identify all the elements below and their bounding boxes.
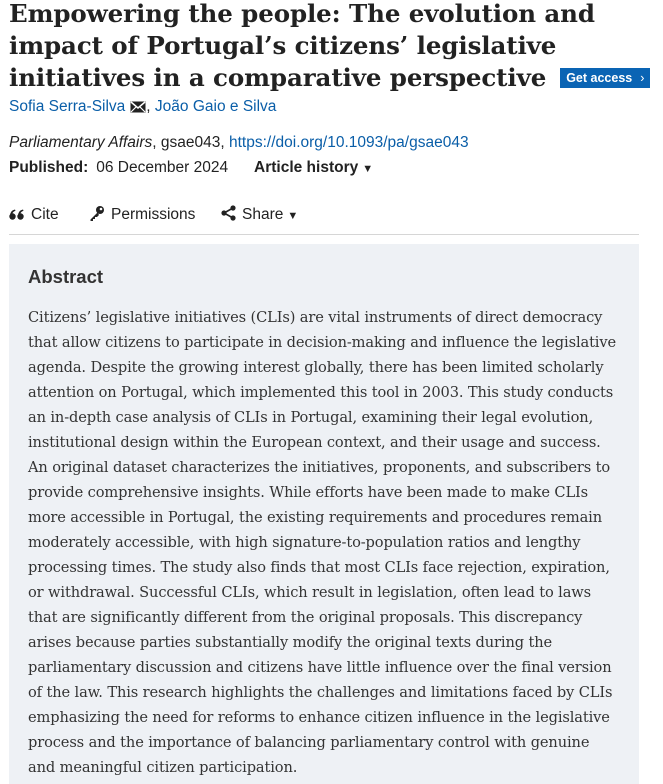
author-list — [9, 97, 276, 119]
abstract-section — [9, 244, 639, 784]
citation-line — [9, 133, 469, 153]
article-history-label: Article history — [254, 159, 359, 176]
get-access-button[interactable] — [560, 68, 650, 88]
get-access-label: Get access — [566, 71, 633, 85]
author-link-gaio-e-silva[interactable]: João Gaio e Silva — [154, 98, 277, 115]
divider — [9, 234, 639, 235]
quote-icon — [9, 209, 25, 221]
cite-button[interactable] — [9, 205, 59, 225]
author-link-serra-silva[interactable]: Sofia Serra-Silva — [9, 98, 126, 115]
published-label: Published: — [9, 159, 89, 176]
share-icon — [221, 205, 236, 221]
doi-link[interactable]: https://doi.org/10.1093/pa/gsae043 — [228, 134, 469, 151]
share-dropdown[interactable] — [221, 205, 298, 226]
journal-name: Parliamentary Affairs — [9, 134, 153, 151]
published-date: 06 December 2024 — [96, 159, 229, 176]
article-title — [9, 0, 659, 94]
key-icon — [89, 205, 105, 221]
caret-down-icon: ▼ — [362, 163, 374, 175]
caret-down-icon: ▼ — [287, 210, 299, 222]
author-separator: , — [146, 98, 151, 115]
article-id: , gsae043, — [152, 134, 229, 151]
abstract-heading: Abstract — [28, 266, 104, 287]
permissions-button[interactable] — [89, 205, 195, 225]
chevron-right-icon: › — [640, 71, 645, 85]
article-history-dropdown[interactable] — [254, 158, 373, 179]
permissions-label: Permissions — [111, 206, 196, 223]
envelope-icon[interactable] — [130, 99, 146, 119]
article-title-text: Empowering the people: The evolution and impact of Portugal’s citizens’ legislative initiatives in a comparative perspective — [9, 0, 595, 92]
share-label: Share — [242, 206, 284, 223]
abstract-text: Citizens’ legislative initiatives (CLIs) are vital instruments of direct democracy that allow citizens to participate in decision-making and influence the legislative agenda. Despite the growing interest globally, there has been limited scholarly attention on Portugal, which implemented this tool in 2003. This study conducts an in-depth case analysis of CLIs in Portugal, examining their legal evolution, institutional design within the European context, and their usage and success. An original dataset characterizes the initiatives, proponents, and subscribers to provide comprehensive insights. While efforts have been made to make CLIs more accessible in Portugal, the existing requirements and procedures remain moderately accessible, with high signature-to-population ratios and lengthy processing times. The study also finds that most CLIs face rejection, expiration, or withdrawal. Successful CLIs, which result in legislation, often lead to laws that are significantly different from the original proposals. This discrepancy arises because parties substantially modify the original texts during the parliamentary discussion and citizens have little influence over the final version of the law. This research highlights the challenges and limitations faced by CLIs emphasizing the need for reforms to enhance citizen influence in the legislative process and the importance of balancing parliamentary control with genuine and meaningful citizen participation. — [28, 309, 616, 776]
cite-label: Cite — [31, 206, 59, 223]
published-info — [9, 158, 228, 178]
